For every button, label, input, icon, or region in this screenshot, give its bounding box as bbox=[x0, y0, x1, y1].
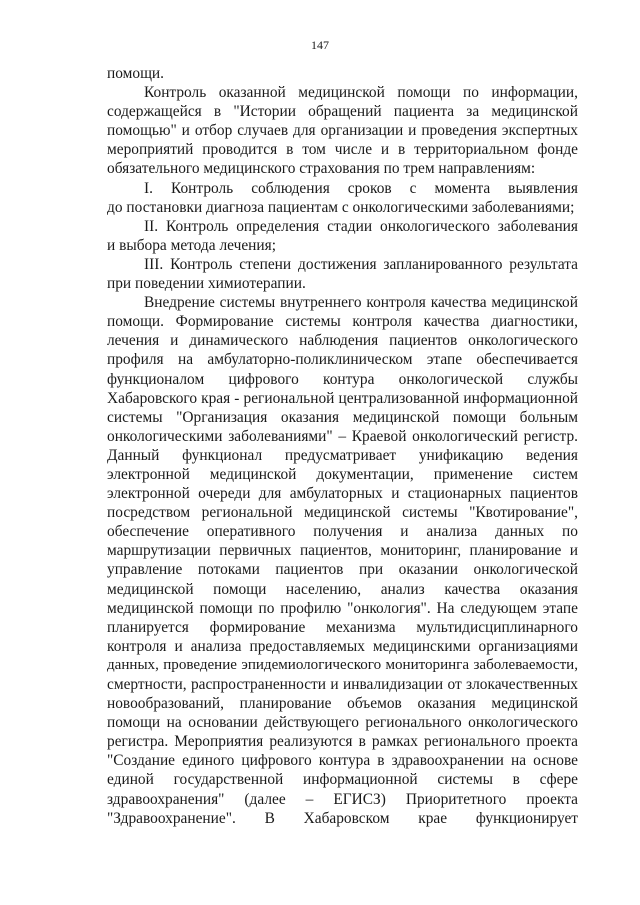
text-line: новообразований, планирование объемов оказания медицинской bbox=[107, 695, 578, 713]
text-line: Данный функционал предусматривает унификацию ведения bbox=[107, 446, 578, 464]
text-line: II. Контроль определения стадии онкологического заболевания bbox=[144, 217, 578, 235]
text-line: единой государственной информационной системы в сфере bbox=[107, 771, 578, 789]
text-line: помощью" и отбор случаев для организации и проведения экспертных bbox=[107, 122, 578, 140]
text-line: медицинской помощи по профилю "онкология". На следующем этапе bbox=[107, 599, 578, 617]
text-line: содержащейся в "Истории обращений пациента за медицинской bbox=[107, 103, 578, 121]
text-line: планируется формирование механизма мультидисциплинарного bbox=[107, 618, 578, 636]
text-line: Контроль оказанной медицинской помощи по информации, bbox=[144, 84, 578, 102]
text-line: помощи. Формирование системы контроля качества диагностики, bbox=[107, 313, 578, 331]
text-line: лечения и динамического наблюдения пациентов онкологического bbox=[107, 332, 578, 350]
text-line: Хабаровского края - региональной централизованной информационной bbox=[107, 389, 578, 407]
text-line: при поведении химиотерапии. bbox=[107, 275, 306, 293]
text-line: Внедрение системы внутреннего контроля качества медицинской bbox=[144, 294, 578, 312]
text-line: маршрутизации первичных пациентов, мониторинг, планирование и bbox=[107, 542, 578, 560]
text-line: до постановки диагноза пациентам с онкологическими заболеваниями; bbox=[107, 198, 575, 216]
text-line: медицинской помощи населению, анализ качества оказания bbox=[107, 580, 578, 598]
text-line: регистра. Мероприятия реализуются в рамках регионального проекта bbox=[107, 733, 578, 751]
text-line: I. Контроль соблюдения сроков с момента выявления bbox=[144, 179, 578, 197]
text-line: "Здравоохранение". В Хабаровском крае функционирует bbox=[107, 809, 578, 827]
text-line: посредством региональной медицинской системы "Квотирование", bbox=[107, 504, 578, 522]
text-line: данных, проведение эпидемиологического мониторинга заболеваемости, bbox=[107, 656, 578, 673]
text-line: обязательного медицинского страхования по трем направлениям: bbox=[107, 160, 536, 178]
text-line: помощи. bbox=[107, 65, 165, 82]
text-line: функционалом цифрового контура онкологической службы bbox=[107, 370, 578, 388]
text-line: здравоохранения" (далее – ЕГИСЗ) Приоритетного проекта bbox=[107, 790, 578, 808]
text-line: электронной очереди для амбулаторных и стационарных пациентов bbox=[107, 485, 578, 503]
text-line: "Создание единого цифрового контура в здравоохранении на основе bbox=[107, 752, 578, 770]
text-line: помощи на основании действующего регионального онкологического bbox=[107, 714, 578, 732]
body-text bbox=[107, 64, 578, 828]
text-line: электронной медицинской документации, применение систем bbox=[107, 465, 578, 483]
text-line: контроля и анализа предоставляемых медицинскими организациями bbox=[107, 637, 578, 655]
text-line: системы "Организация оказания медицинской помощи больным bbox=[107, 408, 578, 426]
text-line: мероприятий проводится в том числе и в территориальном фонде bbox=[107, 141, 578, 159]
text-line: профиля на амбулаторно-поликлиническом этапе обеспечивается bbox=[107, 351, 578, 369]
page-number: 147 bbox=[311, 38, 329, 52]
text-line: III. Контроль степени достижения запланированного результата bbox=[144, 255, 578, 273]
text-line: онкологическими заболеваниями" – Краевой онкологический регистр. bbox=[107, 427, 578, 445]
text-line: обеспечение оперативного получения и анализа данных по bbox=[107, 523, 578, 541]
text-line: управление потоками пациентов при оказании онкологической bbox=[107, 561, 578, 579]
text-line: смертности, распространенности и инвалидизации от злокачественных bbox=[107, 676, 578, 693]
text-line: и выбора метода лечения; bbox=[107, 236, 276, 254]
